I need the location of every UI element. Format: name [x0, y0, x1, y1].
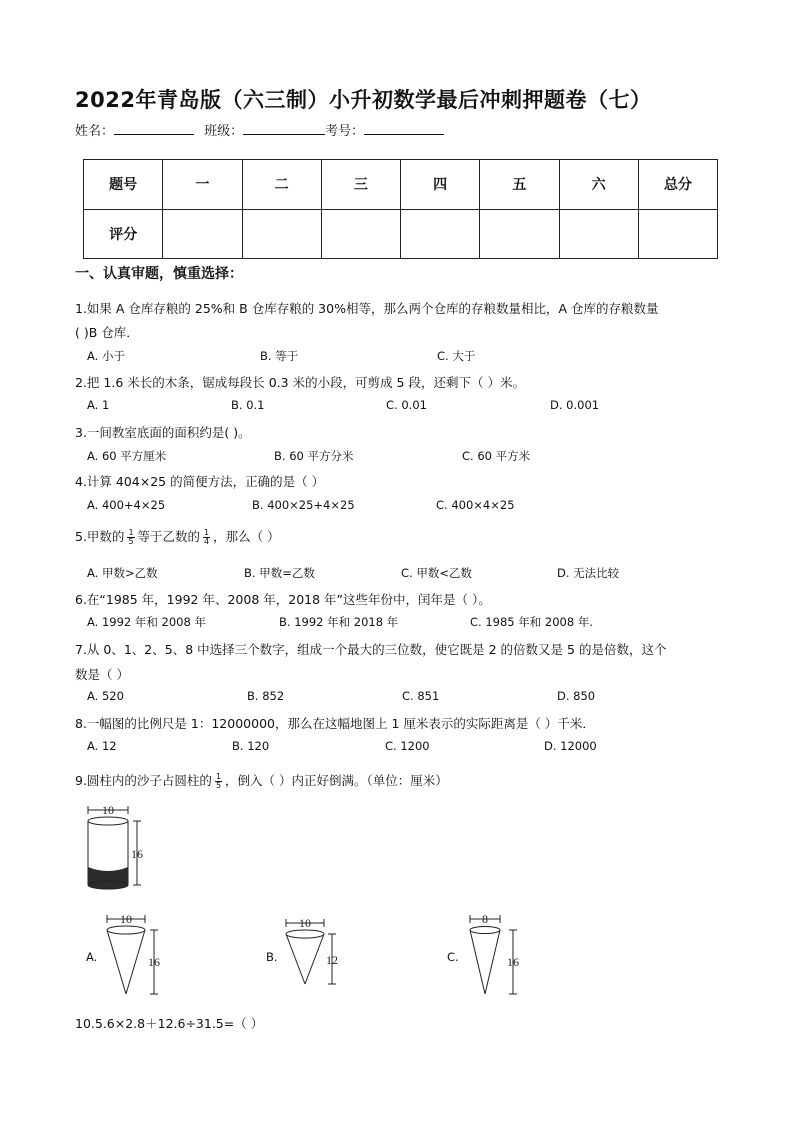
q2-option-c[interactable]: C. 0.01	[386, 398, 427, 412]
q9-text-b: ，倒入（ ）内正好倒满。（单位：厘米）	[225, 773, 448, 788]
q1-option-b[interactable]: B. 等于	[260, 349, 299, 363]
q1-option-c[interactable]: C. 大于	[437, 349, 476, 363]
score-input-cell[interactable]	[163, 209, 242, 259]
q6-option-c[interactable]: C. 1985 年和 2008 年.	[470, 615, 593, 629]
cone-a-height-label: 16	[148, 955, 160, 969]
score-cell: 六	[559, 160, 638, 210]
page-title: 2022年青岛版（六三制）小升初数学最后冲刺押题卷（七）	[75, 88, 652, 112]
q2-option-d[interactable]: D. 0.001	[550, 398, 600, 412]
cylinder-figure	[80, 805, 160, 900]
q3-option-a[interactable]: A. 60 平方厘米	[87, 449, 167, 463]
score-cell: 一	[163, 160, 242, 210]
cone-a-figure[interactable]	[100, 910, 170, 1000]
fraction-one-fifth: $\frac{1}{5}$	[215, 772, 222, 790]
question-3: 3.一间教室底面的面积约是( )。	[75, 425, 251, 440]
q8-option-b[interactable]: B. 120	[232, 739, 270, 753]
question-1-line1: 1.如果 A 仓库存粮的 25%和 B 仓库存粮的 30%相等，那么两个仓库的存粮数量相比，A 仓库的存粮数量	[75, 301, 659, 316]
score-cell: 四	[401, 160, 480, 210]
score-table	[83, 159, 718, 259]
q7-option-a[interactable]: A. 520	[87, 689, 124, 703]
score-cell: 题号	[84, 160, 163, 210]
question-7-line1: 7.从 0、1、2、5、8 中选择三个数字，组成一个最大的三位数，使它既是 2 的倍数又是 5 的是倍数，这个	[75, 642, 667, 657]
cone-a-diameter-label: 10	[120, 912, 132, 926]
cone-b-label[interactable]: B.	[266, 950, 278, 964]
question-5	[75, 527, 280, 546]
q6-option-a[interactable]: A. 1992 年和 2008 年	[87, 615, 206, 629]
score-input-cell[interactable]	[638, 209, 717, 259]
q5-text-b: 等于乙数的	[137, 529, 201, 544]
exam-no-label: 考号：	[325, 124, 365, 139]
q2-option-a[interactable]: A. 1	[87, 398, 110, 412]
score-input-cell[interactable]	[480, 209, 559, 259]
score-cell: 五	[480, 160, 559, 210]
score-table-score-row	[84, 209, 718, 259]
q7-option-b[interactable]: B. 852	[247, 689, 285, 703]
q5-option-a[interactable]: A. 甲数>乙数	[87, 566, 158, 580]
section-heading: 一、认真审题，慎重选择：	[75, 266, 243, 282]
q3-option-b[interactable]: B. 60 平方分米	[274, 449, 354, 463]
score-table-header-row	[84, 160, 718, 210]
cone-c-figure[interactable]	[463, 910, 533, 1000]
score-row-label: 评分	[84, 209, 163, 259]
question-7-line2: 数是（ ）	[75, 667, 129, 682]
fraction-one-fifth: $\frac{1}{5}$	[128, 528, 134, 546]
score-input-cell[interactable]	[559, 209, 638, 259]
cylinder-height-label: 16	[131, 847, 143, 861]
question-9	[75, 771, 448, 790]
question-4: 4.计算 404×25 的简便方法，正确的是（ ）	[75, 474, 325, 489]
q5-text-a: 5.甲数的	[75, 529, 125, 544]
cylinder-diameter-label: 10	[102, 805, 114, 817]
q5-option-c[interactable]: C. 甲数<乙数	[401, 566, 472, 580]
cone-b-figure[interactable]	[279, 914, 349, 994]
q8-option-d[interactable]: D. 12000	[544, 739, 597, 753]
student-info	[75, 120, 444, 139]
class-label: 班级：	[204, 124, 244, 139]
q4-option-c[interactable]: C. 400×4×25	[436, 498, 515, 512]
cone-c-label[interactable]: C.	[447, 950, 459, 964]
score-input-cell[interactable]	[401, 209, 480, 259]
cone-c-height-label: 16	[507, 955, 519, 969]
question-1-line2: ( )B 仓库．	[75, 325, 139, 340]
q5-option-d[interactable]: D. 无法比较	[557, 566, 620, 580]
q9-text-a: 9.圆柱内的沙子占圆柱的	[75, 773, 212, 788]
score-cell: 三	[321, 160, 400, 210]
q8-option-c[interactable]: C. 1200	[385, 739, 430, 753]
question-8: 8.一幅图的比例尺是 1：12000000，那么在这幅地图上 1 厘米表示的实际距离是（ ）千米．	[75, 716, 595, 731]
q3-option-c[interactable]: C. 60 平方米	[462, 449, 531, 463]
name-field[interactable]	[114, 121, 194, 135]
question-6: 6.在“1985 年，1992 年、2008 年，2018 年”这些年份中，闰年是（ ）。	[75, 592, 491, 607]
q5-option-b[interactable]: B. 甲数=乙数	[244, 566, 315, 580]
q2-option-b[interactable]: B. 0.1	[231, 398, 265, 412]
score-cell: 二	[242, 160, 321, 210]
score-cell: 总分	[638, 160, 717, 210]
question-2: 2.把 1.6 米长的木条，锯成每段长 0.3 米的小段，可剪成 5 段，还剩下（ ）米。	[75, 375, 525, 390]
q7-option-c[interactable]: C. 851	[402, 689, 440, 703]
cone-c-diameter-label: 8	[482, 912, 488, 926]
score-input-cell[interactable]	[321, 209, 400, 259]
class-field[interactable]	[243, 121, 325, 135]
question-10: 10.5.6×2.8＋12.6÷31.5=（ ）	[75, 1016, 264, 1031]
q6-option-b[interactable]: B. 1992 年和 2018 年	[279, 615, 399, 629]
cone-b-height-label: 12	[326, 953, 338, 967]
score-input-cell[interactable]	[242, 209, 321, 259]
q4-option-b[interactable]: B. 400×25+4×25	[252, 498, 355, 512]
q8-option-a[interactable]: A. 12	[87, 739, 117, 753]
q5-text-c: ，那么（ ）	[213, 529, 280, 544]
name-label: 姓名：	[75, 124, 115, 139]
q7-option-d[interactable]: D. 850	[557, 689, 596, 703]
q1-option-a[interactable]: A. 小于	[87, 349, 125, 363]
exam-no-field[interactable]	[364, 121, 444, 135]
q4-option-a[interactable]: A. 400+4×25	[87, 498, 166, 512]
fraction-one-fourth: $\frac{1}{4}$	[204, 528, 210, 546]
cone-b-diameter-label: 10	[299, 916, 311, 930]
cone-a-label[interactable]: A.	[86, 950, 98, 964]
